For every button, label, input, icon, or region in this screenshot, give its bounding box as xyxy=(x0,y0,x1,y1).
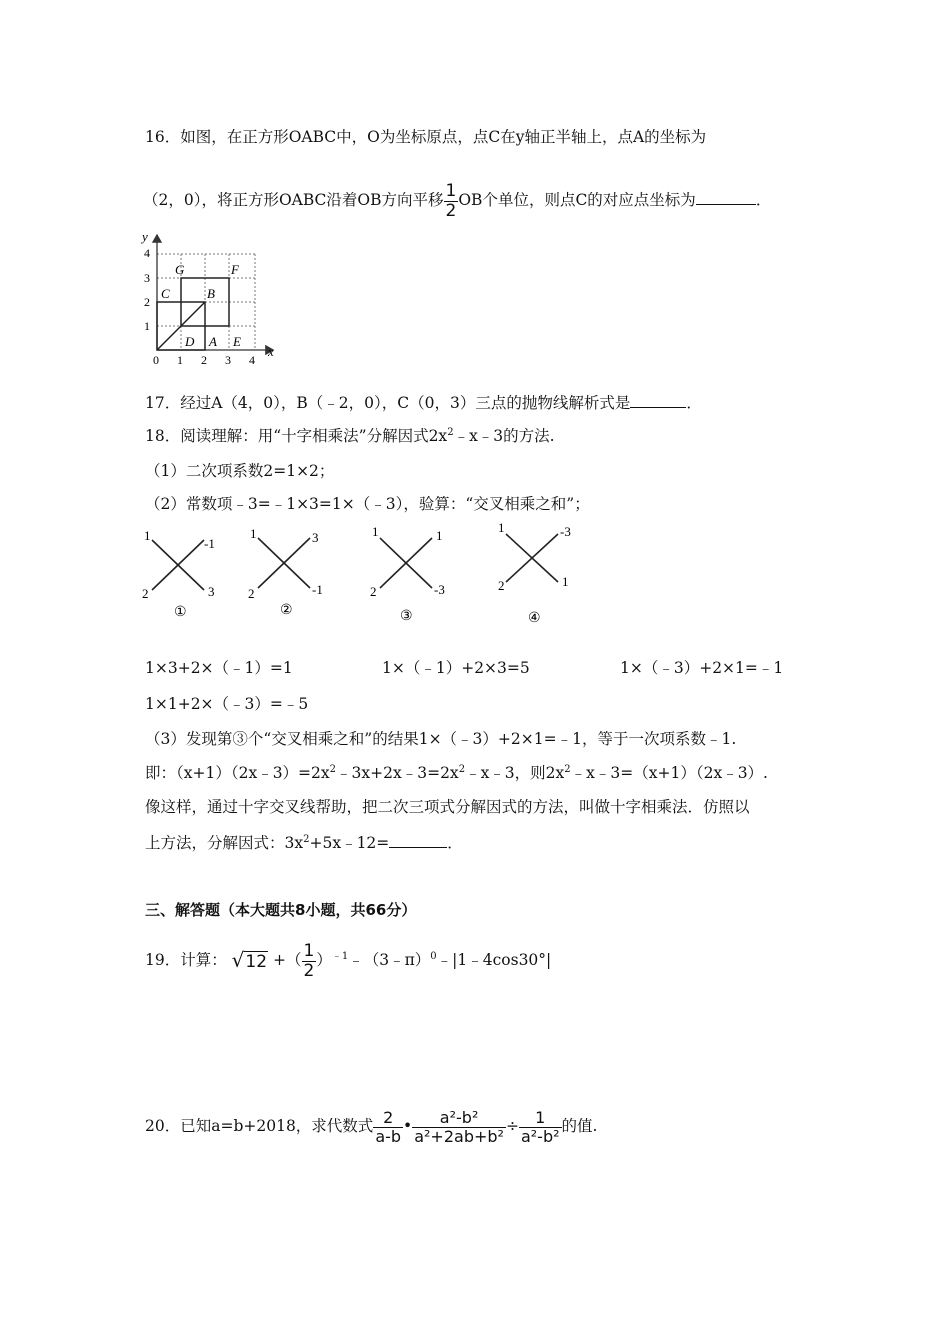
q16-coordinate-figure xyxy=(138,225,288,365)
q16-answer-blank[interactable] xyxy=(696,190,756,205)
q19-exp-0: 0 xyxy=(430,950,437,962)
q18-ie-sup1: 2 xyxy=(329,763,337,775)
cross-4-bl: 2 xyxy=(498,578,505,593)
q19-fraction xyxy=(302,940,317,981)
q16-x-tick-2: 2 xyxy=(201,353,207,365)
cross-2-label: ② xyxy=(280,603,293,618)
q18-cross-diagrams xyxy=(138,518,598,630)
q16-end: ． xyxy=(755,191,772,209)
q18-calc-2 xyxy=(382,658,530,678)
q18-calc-4 xyxy=(145,694,308,714)
cross-4-tl: 1 xyxy=(498,520,505,535)
cross-1-br: 3 xyxy=(208,584,215,599)
section3-title xyxy=(145,900,416,920)
q20-dot: • xyxy=(403,1117,413,1135)
q18-answer-blank[interactable] xyxy=(389,833,447,848)
cross-2-bl: 2 xyxy=(248,586,255,601)
q16-frac-num: 1 xyxy=(445,180,457,201)
q18-line1 xyxy=(145,426,555,446)
q16-point-f: F xyxy=(231,262,239,277)
q18-step2-text: （2）常数项﹣3=﹣1×3=1×（﹣3），验算：“交叉相乘之和”； xyxy=(145,495,590,513)
cross-2-br: -1 xyxy=(312,582,323,597)
q16-line1 xyxy=(145,127,706,147)
q19-frac-num: 1 xyxy=(303,940,315,961)
cross-1-tr: -1 xyxy=(204,536,215,551)
q16-point-b: B xyxy=(207,286,215,301)
q18-calc-1 xyxy=(145,658,293,678)
q18-sup-1: 2 xyxy=(447,426,454,438)
q16-y-tick-1: 1 xyxy=(144,319,150,333)
q20-f1-num: 2 xyxy=(373,1110,403,1128)
q20-line xyxy=(145,1098,597,1154)
q18-ie-a: 即：（x+1）（2x﹣3）=2x xyxy=(145,764,330,782)
q16-x-tick-3: 3 xyxy=(225,353,231,365)
q18-method-a: 上方法，分解因式：3x xyxy=(145,834,304,852)
cross-2-tl: 1 xyxy=(250,526,257,541)
q20-f1-den: a-b xyxy=(375,1126,402,1146)
q19-exp-neg1: ﹣1 xyxy=(331,950,349,962)
q19-sqrt-value: 12 xyxy=(245,952,268,972)
q16-x-tick-0: 0 xyxy=(153,353,159,365)
q18-text-1b: ﹣x﹣3的方法. xyxy=(453,427,555,445)
q19-prefix: 19．计算： xyxy=(145,951,227,969)
q16-frac-den: 2 xyxy=(445,200,457,221)
q20-fraction-3 xyxy=(519,1107,562,1146)
q17-text: 17．经过A（4，0），B（﹣2，0），C（0，3）三点的抛物线解析式是 xyxy=(145,394,631,412)
q16-point-a: A xyxy=(209,334,217,349)
q16-y-label: y xyxy=(142,229,148,244)
q18-step1-text: （1）二次项系数2=1×2； xyxy=(145,462,335,480)
q20-f2-num: a²-b² xyxy=(412,1110,506,1128)
q18-calc-3 xyxy=(620,658,783,678)
cross-3-tr: 1 xyxy=(436,528,443,543)
q19-frac-den: 2 xyxy=(303,960,315,981)
q20-f3-den: a²-b² xyxy=(520,1126,560,1146)
cross-4-tr: -3 xyxy=(560,524,571,539)
cross-4-br: 1 xyxy=(562,574,569,589)
q16-x-tick-4: 4 xyxy=(249,353,255,365)
cross-3-bl: 2 xyxy=(370,584,377,599)
q16-point-c: C xyxy=(161,286,170,301)
q20-f2-den: a²+2ab+b² xyxy=(414,1126,504,1146)
q16-text-2a: （2，0），将正方形OABC沿着OB方向平移 xyxy=(143,191,444,209)
q18-ie-sup3: 2 xyxy=(564,763,571,775)
cross-1-bl: 2 xyxy=(142,586,149,601)
q18-method-sup: 2 xyxy=(303,833,310,845)
q16-y-tick-2: 2 xyxy=(144,295,150,309)
cross-3-br: -3 xyxy=(434,582,445,597)
q20-div: ÷ xyxy=(505,1117,519,1135)
q20-prefix: 20．已知a=b+2018，求代数式 xyxy=(145,1117,374,1135)
cross-3-tl: 1 xyxy=(372,524,379,539)
q16-x-label: x xyxy=(268,344,274,359)
q16-point-g: G xyxy=(175,262,185,277)
q19-minus-paren: ﹣（3﹣π） xyxy=(348,951,431,969)
cross-3-label: ③ xyxy=(400,609,413,624)
q18-method xyxy=(145,833,463,853)
q16-y-tick-4: 4 xyxy=(144,246,150,260)
q19-sqrt xyxy=(232,950,268,972)
cross-4-label: ④ xyxy=(528,611,541,626)
cross-2-tr: 3 xyxy=(312,530,319,545)
q18-calc4-text: 1×1+2×（﹣3）=﹣5 xyxy=(145,695,309,713)
q19-close-paren: ） xyxy=(316,951,332,969)
cross-1-label: ① xyxy=(174,605,187,620)
q18-like xyxy=(145,797,750,817)
q16-x-tick-1: 1 xyxy=(177,353,183,365)
q19-plus-paren: +（ xyxy=(273,951,302,969)
q18-ie-b: ﹣3x+2x﹣3=2x xyxy=(336,764,459,782)
q17-end: ． xyxy=(686,394,702,412)
q18-step3-text: （3）发现第③个“交叉相乘之和”的结果1×（﹣3）+2×1=﹣1，等于一次项系数﹣1. xyxy=(145,730,737,748)
q16-y-tick-3: 3 xyxy=(144,271,150,285)
q18-step3 xyxy=(145,729,736,749)
q18-step1 xyxy=(145,461,334,481)
q18-method-end: ． xyxy=(447,834,463,852)
q16-line2 xyxy=(143,178,771,222)
q19-line xyxy=(145,938,551,982)
q18-like-text: 像这样，通过十字交叉线帮助，把二次三项式分解因式的方法，叫做十字相乘法．仿照以 xyxy=(145,798,750,816)
q18-step2 xyxy=(145,494,590,514)
q17-answer-blank[interactable] xyxy=(630,393,686,408)
q18-calc2-text: 1×（﹣1）+2×3=5 xyxy=(382,659,530,677)
q18-method-b: +5x﹣12= xyxy=(309,834,390,852)
q16-point-e: E xyxy=(233,334,241,349)
q18-text-1: 18．阅读理解：用“十字相乘法”分解因式2x xyxy=(145,427,448,445)
q18-calc3-text: 1×（﹣3）+2×1=﹣1 xyxy=(620,659,784,677)
q20-fraction-2 xyxy=(412,1107,506,1146)
section3-title-text: 三、解答题（本大题共8小题，共66分） xyxy=(145,901,417,919)
q16-text-1: 16．如图，在正方形OABC中，O为坐标原点，点C在y轴正半轴上，点A的坐标为 xyxy=(145,128,707,146)
q18-calc1-text: 1×3+2×（﹣1）=1 xyxy=(145,659,293,677)
q18-ie xyxy=(145,763,768,783)
q18-ie-c: ﹣x﹣3，则2x xyxy=(465,764,565,782)
cross-1-tl: 1 xyxy=(144,528,151,543)
q17-line xyxy=(145,393,702,413)
q18-ie-sup2: 2 xyxy=(458,763,466,775)
q20-suffix: 的值. xyxy=(561,1117,598,1135)
q18-ie-d: ﹣x﹣3=（x+1）（2x﹣3）. xyxy=(570,764,768,782)
q19-abs: ﹣|1﹣4cos30°| xyxy=(436,951,552,969)
q16-text-2b: OB个单位，则点C的对应点坐标为 xyxy=(458,191,696,209)
q20-f3-num: 1 xyxy=(519,1110,562,1128)
q19-sqrt-symbol: √ xyxy=(231,948,245,972)
q16-fraction xyxy=(444,180,459,221)
q16-point-d: D xyxy=(185,334,195,349)
q20-fraction-1 xyxy=(373,1107,403,1146)
